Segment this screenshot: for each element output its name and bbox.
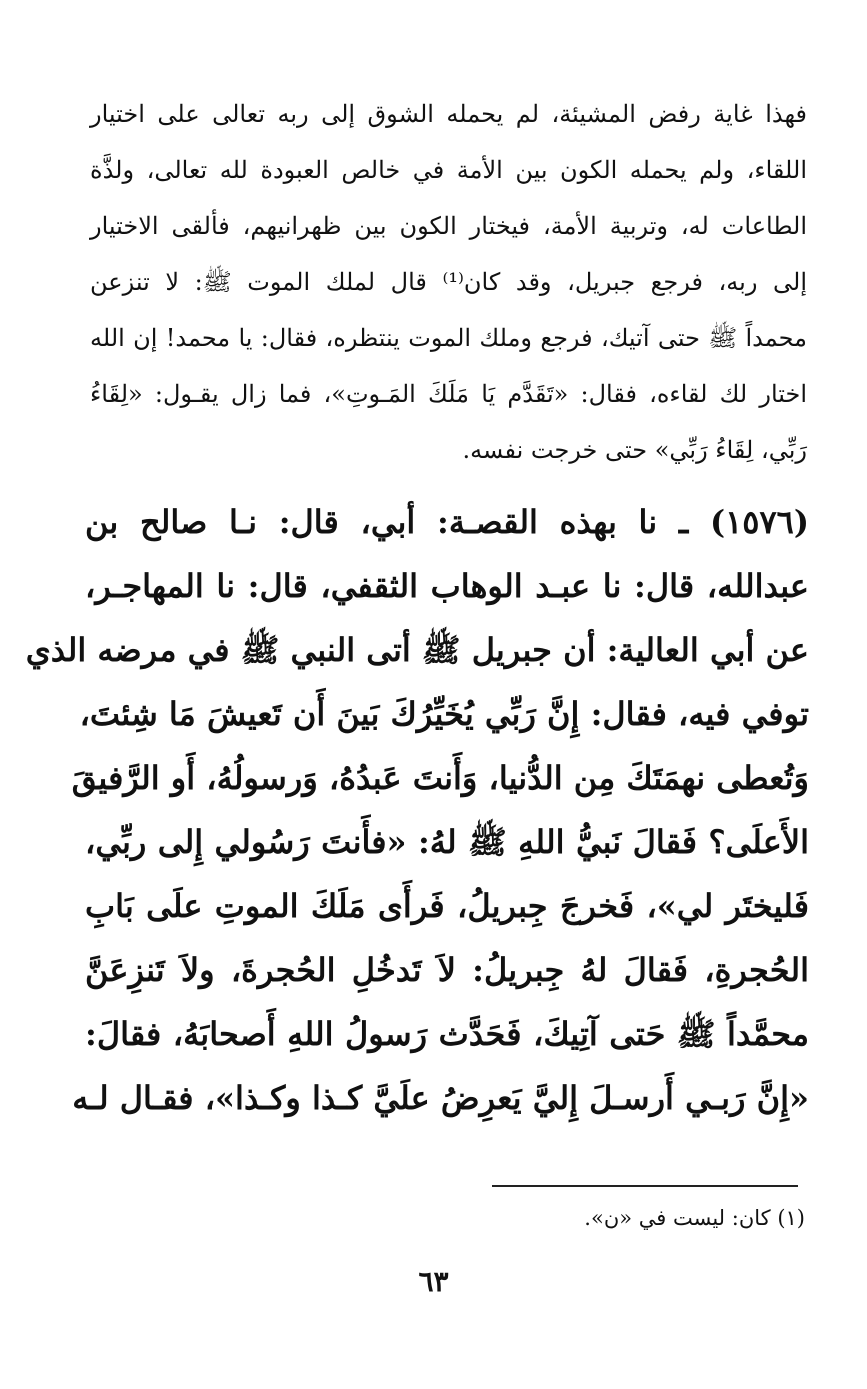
footnote-divider: [492, 1185, 798, 1187]
text-line: (١٥٧٦) ـ نا بهذه القصـة: أبي، قال: نـا صالح بن: [85, 503, 809, 541]
text-line: فَليختَر لي»، فَخرجَ جِبريلُ، فَرأَى مَلَكَ الموتِ علَى بَابِ: [85, 887, 809, 925]
text-line: وَتُعطى نهمَتَكَ مِن الدُّنيا، وَأَنتَ عَبدُهُ، وَرسولُهُ، أَو الرَّفيقَ: [71, 759, 809, 797]
text-line: محمداً ﷺ حتى آتيك، فرجع وملك الموت ينتظره، فقال: يا محمد! إن الله: [90, 324, 807, 352]
text-line: إلى ربه، فرجع جبريل، وقد كان⁽¹⁾ قال لملك الموت ﷺ: لا تنزعن: [90, 268, 807, 296]
hadith-paragraph: [25, 490, 809, 1130]
text-line: توفي فيه، فقال: إِنَّ رَبِّي يُخَيِّرُكَ بَينَ أَن تَعيشَ مَا شِئتَ،: [79, 695, 809, 733]
text-line: عن أبي العالية: أن جبريل ﷺ أتى النبي ﷺ في مرضه الذي: [25, 631, 809, 669]
text-line: اللقاء، ولم يحمله الكون بين الأمة في خالص العبودة لله تعالى، ولذَّة: [90, 156, 807, 184]
text-line: محمَّداً ﷺ حَتى آتِيكَ، فَحَدَّث رَسولُ اللهِ أَصحابَهُ، فقالَ:: [85, 1015, 809, 1053]
text-line: الطاعات له، وتربية الأمة، فيختار الكون بين ظهرانيهم، فألقى الاختيار: [90, 212, 807, 240]
text-line: الأَعلَى؟ فَقالَ نَبيُّ اللهِ ﷺ لهُ: «فأَنتَ رَسُولي إِلى ربِّي،: [85, 823, 809, 861]
text-line: رَبِّي، لِقَاءُ رَبِّي» حتى خرجت نفسه.: [462, 436, 807, 464]
text-line: فهذا غاية رفض المشيئة، لم يحمله الشوق إلى ربه تعالى على اختيار: [90, 100, 807, 128]
text-line: «إِنَّ رَبـي أَرسـلَ إِليَّ يَعرِضُ علَيَّ كـذا وكـذا»، فقـال لـه: [72, 1079, 809, 1117]
text-line: عبدالله، قال: نا عبـد الوهاب الثقفي، قال: نا المهاجـر،: [85, 567, 809, 605]
text-line: الحُجرةِ، فَقالَ لهُ جِبريلُ: لاَ تَدخُلِ الحُجرةَ، ولاَ تَنزِعَنَّ: [85, 951, 809, 989]
commentary-paragraph: [90, 86, 807, 478]
footnote: (١) كان: ليست في «ن».: [584, 1206, 805, 1230]
page-number: ٦٣: [418, 1265, 449, 1298]
text-line: اختار لك لقاءه، فقال: «تَقَدَّم يَا مَلَكَ المَـوتِ»، فما زال يقـول: «لِقَاءُ: [90, 380, 807, 408]
